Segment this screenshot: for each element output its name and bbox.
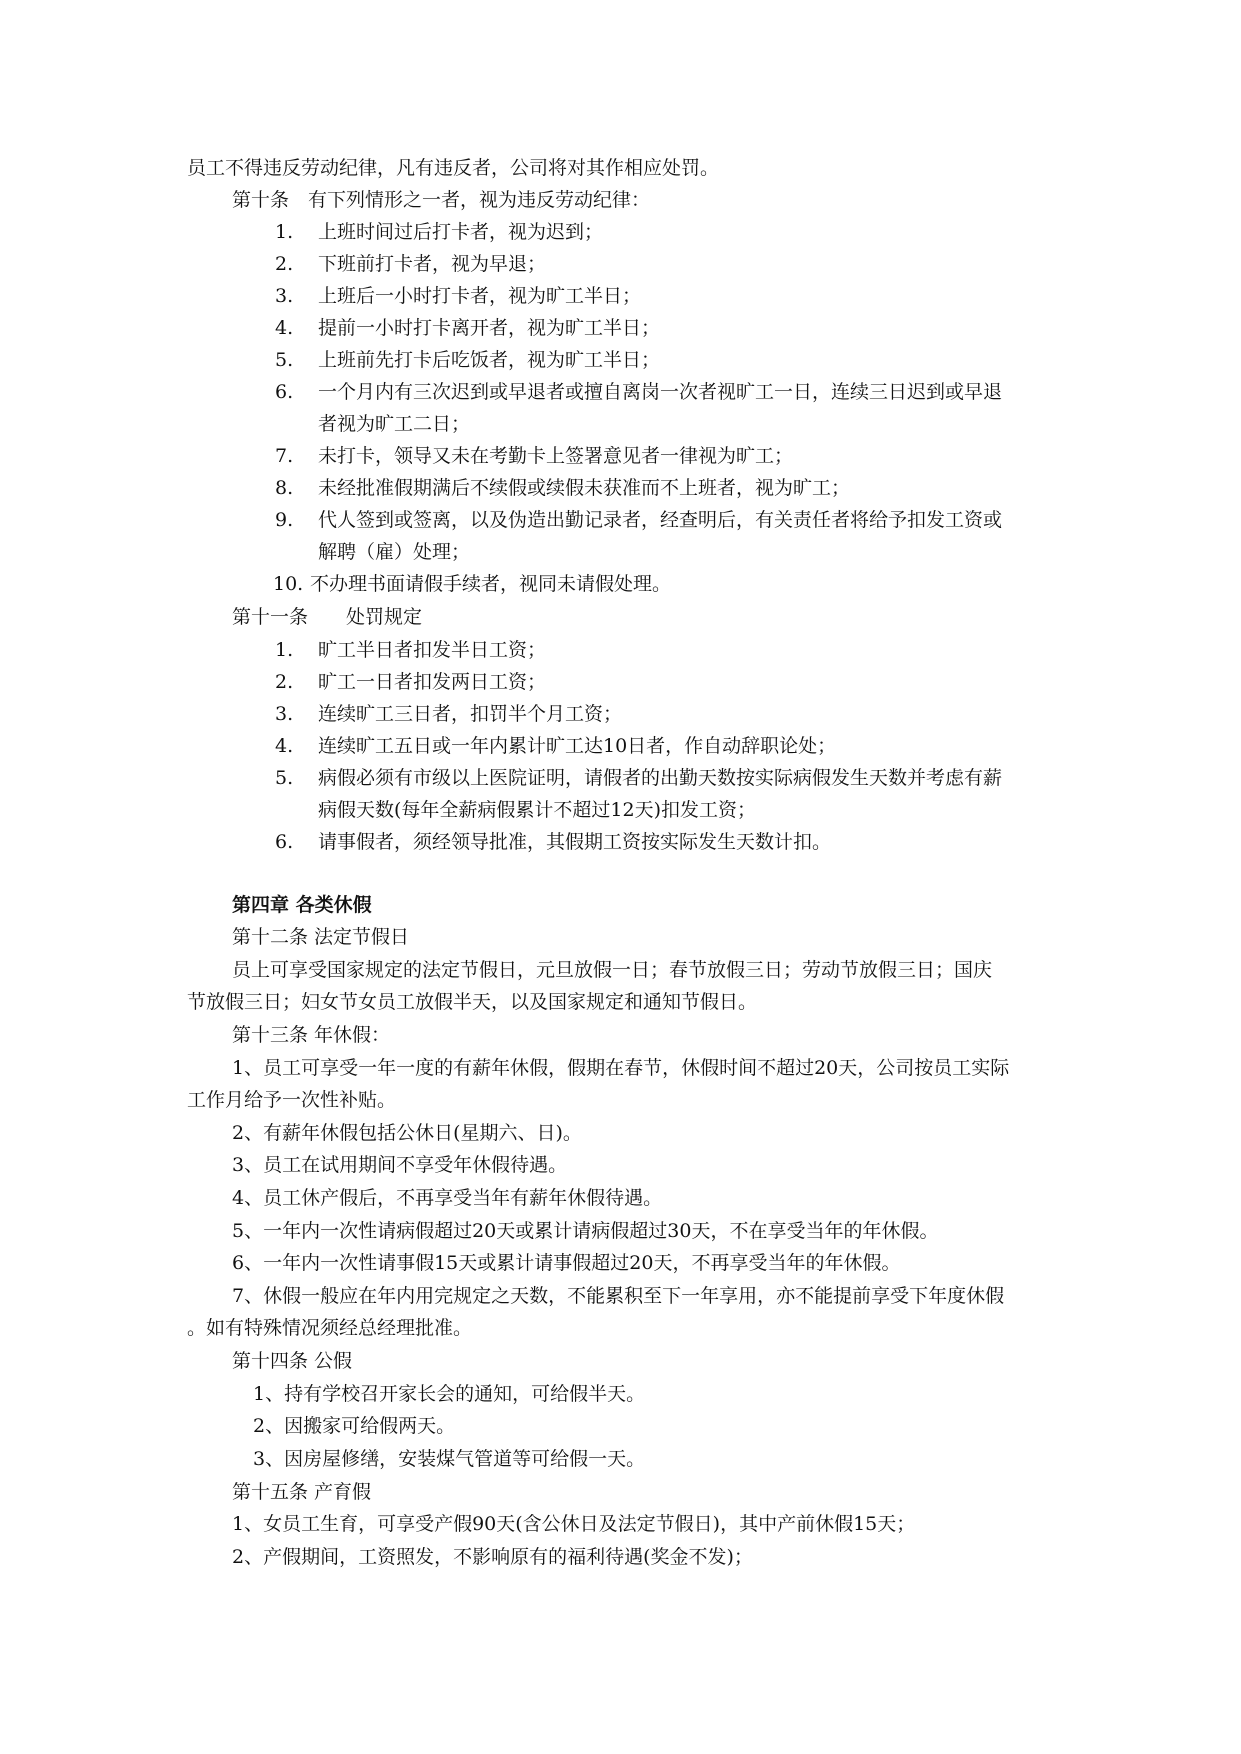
paragraph-line: 7、休假一般应在年内用完规定之天数，不能累积至下一年享用，亦不能提前享受下年度休假 [232,1285,1005,1307]
list-item-number: 4. [275,317,294,339]
article-12-heading: 第十二条 法定节假日 [232,926,410,948]
list-item: 下班前打卡者，视为早退； [318,253,547,275]
list-item-number: 10. [273,573,304,595]
list-item-number: 4. [275,735,294,757]
list-item-number: 2. [275,253,294,275]
list-item-number: 3. [275,285,294,307]
article-13-heading: 第十三条 年休假： [232,1024,391,1046]
list-item-continuation: 病假天数(每年全薪病假累计不超过12天)扣发工资； [318,799,757,821]
intro-paragraph: 员工不得违反劳动纪律，凡有违反者，公司将对其作相应处罚。 [187,157,720,179]
list-item: 未打卡，领导又未在考勤卡上签署意见者一律视为旷工； [318,445,794,467]
list-item-number: 3. [275,703,294,725]
paragraph-line: 2、产假期间，工资照发，不影响原有的福利待遇(奖金不发)； [232,1546,753,1568]
list-item: 请事假者，须经领导批准，其假期工资按实际发生天数计扣。 [318,831,832,853]
article-15-heading: 第十五条 产育假 [232,1481,372,1503]
paragraph-line: 4、员工休产假后，不再享受当年有薪年休假待遇。 [232,1187,663,1209]
list-item: 提前一小时打卡离开者，视为旷工半日； [318,317,661,339]
paragraph-line: 员上可享受国家规定的法定节假日，元旦放假一日；春节放假三日；劳动节放假三日；国庆 [232,959,993,981]
list-item-number: 7. [275,445,294,467]
article-14-heading: 第十四条 公假 [232,1350,353,1372]
list-item-number: 1. [275,639,294,661]
list-item: 代人签到或签离，以及伪造出勤记录者，经查明后，有关责任者将给予扣发工资或 [318,509,1003,531]
paragraph-line: 节放假三日；妇女节女员工放假半天，以及国家规定和通知节假日。 [187,991,758,1013]
list-item-number: 9. [275,509,294,531]
paragraph-line: 3、员工在试用期间不享受年休假待遇。 [232,1154,568,1176]
paragraph-line: 。如有特殊情况须经总经理批准。 [187,1317,473,1339]
list-item-number: 6. [275,381,294,403]
list-item: 上班前先打卡后吃饭者，视为旷工半日； [318,349,661,371]
paragraph-line: 5、一年内一次性请病假超过20天或累计请病假超过30天，不在享受当年的年休假。 [232,1220,939,1242]
list-item: 旷工一日者扣发两日工资； [318,671,547,693]
article-10-heading: 第十条 有下列情形之一者，视为违反劳动纪律： [232,189,651,211]
article-11-heading: 第十一条 处罚规定 [232,606,423,628]
list-item-number: 5. [275,349,294,371]
list-item: 旷工半日者扣发半日工资； [318,639,547,661]
list-item-continuation: 解聘（雇）处理； [318,541,471,563]
list-item-number: 6. [275,831,294,853]
list-item: 连续旷工三日者，扣罚半个月工资； [318,703,623,725]
list-item-continuation: 者视为旷工二日； [318,413,471,435]
list-item: 上班后一小时打卡者，视为旷工半日； [318,285,642,307]
list-item: 不办理书面请假手续者，视同未请假处理。 [310,573,672,595]
paragraph-line: 1、持有学校召开家长会的通知，可给假半天。 [253,1383,646,1405]
paragraph-line: 1、员工可享受一年一度的有薪年休假，假期在春节，休假时间不超过20天，公司按员工实际 [232,1057,1010,1079]
list-item-number: 8. [275,477,294,499]
chapter-4-title: 第四章 各类休假 [232,894,372,916]
list-item: 一个月内有三次迟到或早退者或擅自离岗一次者视旷工一日，连续三日迟到或早退 [318,381,1003,403]
paragraph-line: 2、有薪年休假包括公休日(星期六、日)。 [232,1122,582,1144]
list-item-number: 1. [275,221,294,243]
paragraph-line: 6、一年内一次性请事假15天或累计请事假超过20天，不再享受当年的年休假。 [232,1252,901,1274]
paragraph-line: 3、因房屋修缮，安装煤气管道等可给假一天。 [253,1448,646,1470]
list-item: 未经批准假期满后不续假或续假未获准而不上班者，视为旷工； [318,477,851,499]
paragraph-line: 2、因搬家可给假两天。 [253,1415,456,1437]
paragraph-line: 工作月给予一次性补贴。 [187,1089,397,1111]
list-item-number: 5. [275,767,294,789]
paragraph-line: 1、女员工生育，可享受产假90天(含公休日及法定节假日)，其中产前休假15天； [232,1513,916,1535]
list-item: 上班时间过后打卡者，视为迟到； [318,221,604,243]
list-item-number: 2. [275,671,294,693]
list-item: 病假必须有市级以上医院证明，请假者的出勤天数按实际病假发生天数并考虑有薪 [318,767,1003,789]
list-item: 连续旷工五日或一年内累计旷工达10日者，作自动辞职论处； [318,735,837,757]
